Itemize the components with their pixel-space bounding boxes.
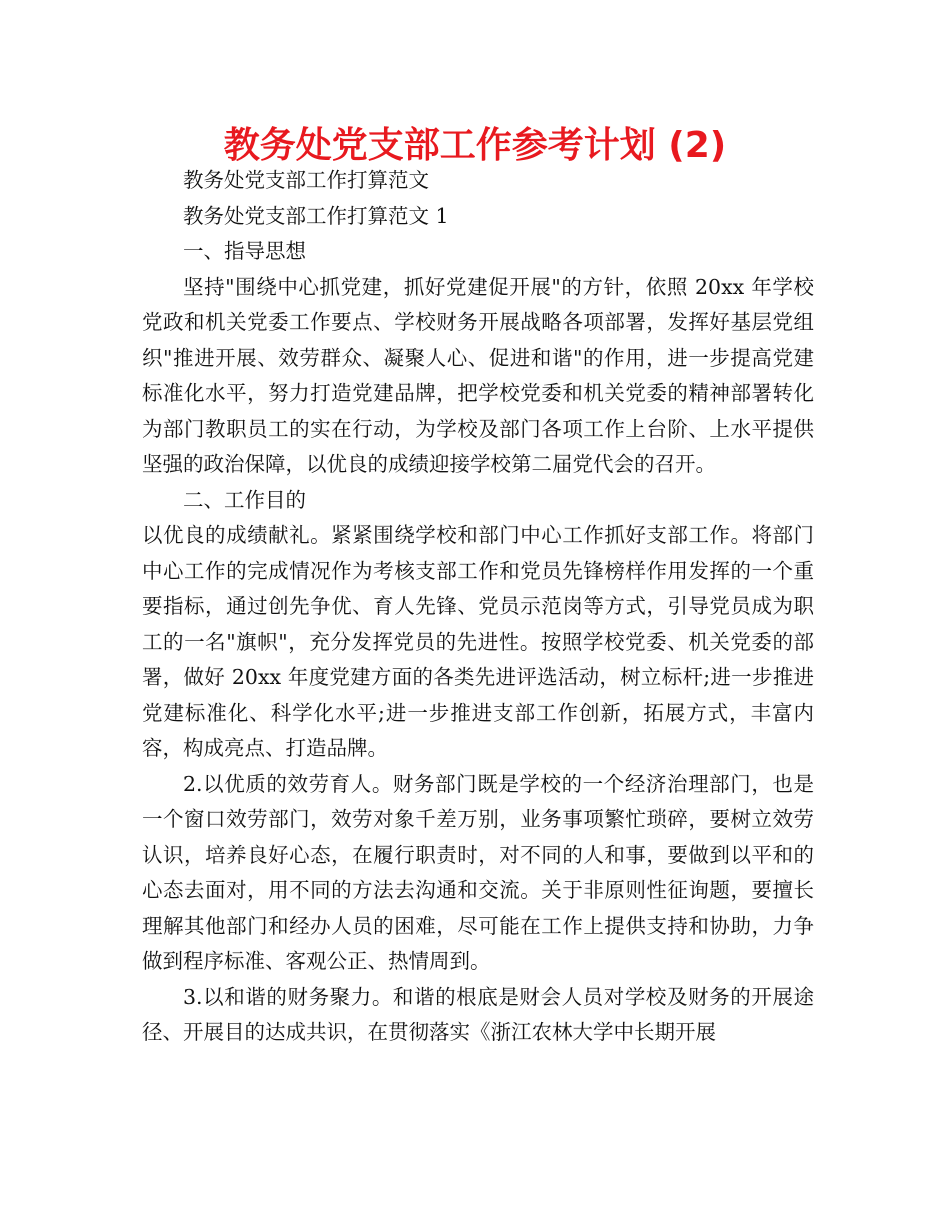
subtitle-line: 教务处党支部工作打算范文 — [183, 168, 429, 192]
paragraph: 3.以和谐的财务聚力。和谐的根底是财会人员对学校及财务的开展途径、开展目的达成共识，在贯彻落实《浙江农林大学中长期开展 — [142, 984, 814, 1044]
paragraph: 2.以优质的效劳育人。财务部门既是学校的一个经济治理部门，也是一个窗口效劳部门，效劳对象千差万别，业务事项繁忙琐碎，要树立效劳认识，培养良好心态，在履行职责时，对不同的人和事，要做到以平和的心态去面对，用不同的方法去沟通和交流。关于非原则性征询题，要擅长理解其他部门和经办人员的困难，尽可能在工作上提供支持和协助，力争做到程序标准、客观公正、热情周到。 — [142, 771, 814, 973]
paragraph: 坚持"围绕中心抓党建，抓好党建促开展"的方针，依照 20xx 年学校党政和机关党委工作要点、学校财务开展战略各项部署，发挥好基层党组织"推进开展、效劳群众、凝聚人心、促进和谐"的作用，进一步提高党建标准化水平，努力打造党建品牌，把学校党委和机关党委的精神部署转化为部门教职员工的实在行动，为学校及部门各项工作上台阶、上水平提供坚强的政治保障，以优良的成绩迎接学校第二届党代会的召开。 — [142, 274, 814, 476]
document-title: 教务处党支部工作参考计划 (2) — [223, 125, 727, 166]
document-body — [142, 163, 814, 1051]
paragraph: 以优良的成绩献礼。紧紧围绕学校和部门中心工作抓好支部工作。将部门中心工作的完成情况作为考核支部工作和党员先锋榜样作用发挥的一个重要指标，通过创先争优、育人先锋、党员示范岗等方式，引导党员成为职工的一名"旗帜"，充分发挥党员的先进性。按照学校党委、机关党委的部署，做好 20xx 年度党建方面的各类先进评选活动，树立标杆;进一步推进党建标准化、科学化水平;进一步推进支部工作创新，拓展方式，丰富内容，构成亮点、打造品牌。 — [142, 523, 814, 760]
section-heading: 二、工作目的 — [183, 487, 306, 512]
section-heading: 一、指导思想 — [183, 239, 306, 263]
subtitle-line: 教务处党支部工作打算范文 1 — [183, 203, 449, 228]
